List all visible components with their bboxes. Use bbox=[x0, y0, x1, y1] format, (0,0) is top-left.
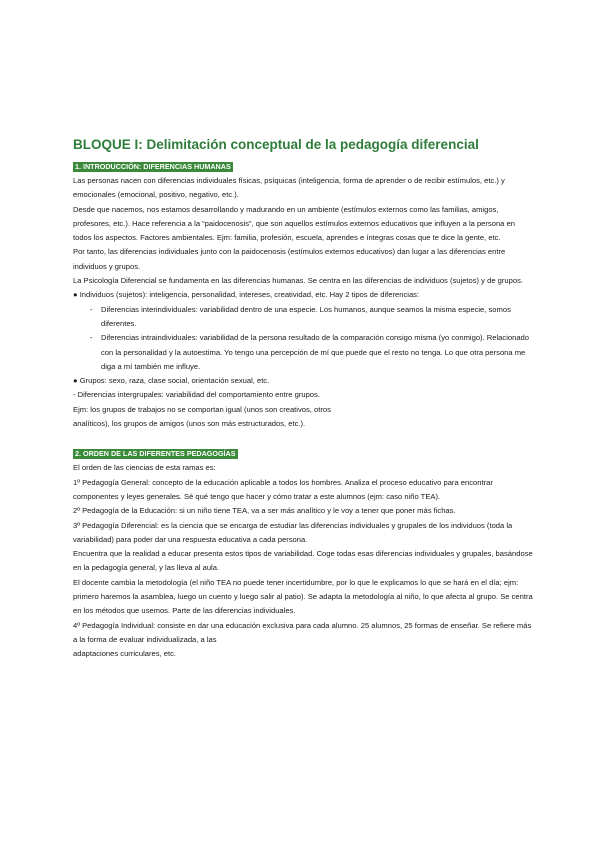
sub-item-interindividuales bbox=[73, 303, 533, 332]
paragraph: Por tanto, las diferencias individuales junto con la paidocenosis (estímulos externos educativos) dan lugar a las diferencias entre individuos y grupos. bbox=[73, 247, 506, 271]
dash-marker: - bbox=[90, 304, 93, 314]
sub-item-text: Diferencias interindividuales: variabilidad dentro de una especie. Los humanos, aunque seamos la misma especie, somos diferentes. bbox=[101, 304, 511, 328]
paragraph: analíticos), los grupos de amigos (unos son más estructurados, etc.). bbox=[73, 419, 306, 429]
document-page bbox=[73, 136, 533, 662]
bullet-item-individuos: ● Individuos (sujetos): inteligencia, personalidad, intereses, creatividad, etc. Hay 2 tipos de diferencias: bbox=[73, 290, 420, 300]
list-item-pedagogia-diferencial: 3º Pedagogía Diferencial: es la ciencia que se encarga de estudiar las diferencias individuales y grupales de los individuos (toda la variabilidad) para poder dar una respuesta educativa a cada persona. bbox=[73, 520, 513, 544]
section-heading-orden-pedagogias: 2. ORDEN DE LAS DIFERENTES PEDAGOGÍAS bbox=[75, 449, 236, 459]
document-title: BLOQUE I: Delimitación conceptual de la pedagogía diferencial bbox=[73, 137, 479, 152]
paragraph: Ejm: los grupos de trabajos no se comportan igual (unos son creativos, otros bbox=[73, 404, 331, 414]
list-item-pedagogia-educacion: 2º Pedagogía de la Educación: si un niño tiene TEA, va a ser más analítico y le voy a tener que poner más fichas. bbox=[73, 506, 456, 516]
paragraph: Desde que nacemos, nos estamos desarrollando y madurando en un ambiente (estímulos externos como las familias, amigos, profesores, etc.). Hace referencia a la “paidocenosis”, que son aquellos estímulos externos educativos que influyen a la persona en todos los aspectos. Factores ambientales. Ejm: familia, profesión, escuela, aprendes e íntegras cosas que te dice la gente, etc. bbox=[73, 204, 515, 243]
paragraph: Encuentra que la realidad a educar presenta estos tipos de variabilidad. Coge todas esas diferencias individuales y grupales, basándose en la pedagogía general, y las lleva al aula. bbox=[73, 549, 533, 573]
list-item-pedagogia-general: 1º Pedagogía General: concepto de la educación aplicable a todos los hombres. Analiza el proceso educativo para encontrar componentes y leyes generales. Sé qué tengo que hacer y cómo tratar a este alumnos (ejm: caso niño TEA). bbox=[73, 477, 493, 501]
dash-marker: - bbox=[90, 333, 93, 343]
paragraph: La Psicología Diferencial se fundamenta en las diferencias humanas. Se centra en las diferencias de individuos (sujetos) y de grupos. bbox=[73, 276, 523, 286]
paragraph: El docente cambia la metodología (el niño TEA no puede tener incertidumbre, por lo que le explicamos lo que se hará en el día; ejm: primero haremos la asamblea, luego un cuento y luego salir al patio). Se adapta la metodología al niño, lo que afecta al grupo. Se centra en los métodos que usemos. Parte de las diferencias individuales. bbox=[73, 577, 533, 616]
sub-item-text: Diferencias intraindividuales: variabilidad de la persona resultado de la comparación consigo misma (yo conmigo). Relacionado con la personalidad y la autoestima. Yo tengo una percepción de mí que puede que el resto no tenga. Lo que otra persona me diga a mí también me influye. bbox=[101, 333, 530, 371]
sub-item-intraindividuales bbox=[73, 331, 533, 374]
section-heading-introduccion: 1. INTRODUCCIÓN: DIFERENCIAS HUMANAS bbox=[75, 162, 231, 171]
paragraph: - Diferencias intergrupales: variabilidad del comportamiento entre grupos. bbox=[73, 390, 320, 400]
paragraph: El orden de las ciencias de esta ramas es: bbox=[73, 463, 216, 473]
paragraph: Las personas nacen con diferencias individuales físicas, psíquicas (inteligencia, forma de aprender o de recibir estímulos, etc.) y emocionales (emocional, positivo, negativo, etc.). bbox=[73, 176, 505, 200]
bullet-item-grupos: ● Grupos: sexo, raza, clase social, orientación sexual, etc. bbox=[73, 376, 270, 386]
paragraph: adaptaciones curriculares, etc. bbox=[73, 649, 176, 659]
list-item-pedagogia-individual: 4º Pedagogía Individual: consiste en dar una educación exclusiva para cada alumno. 25 alumnos, 25 formas de enseñar. Se refiere más a la forma de evaluar individualizada, a las bbox=[73, 620, 532, 644]
